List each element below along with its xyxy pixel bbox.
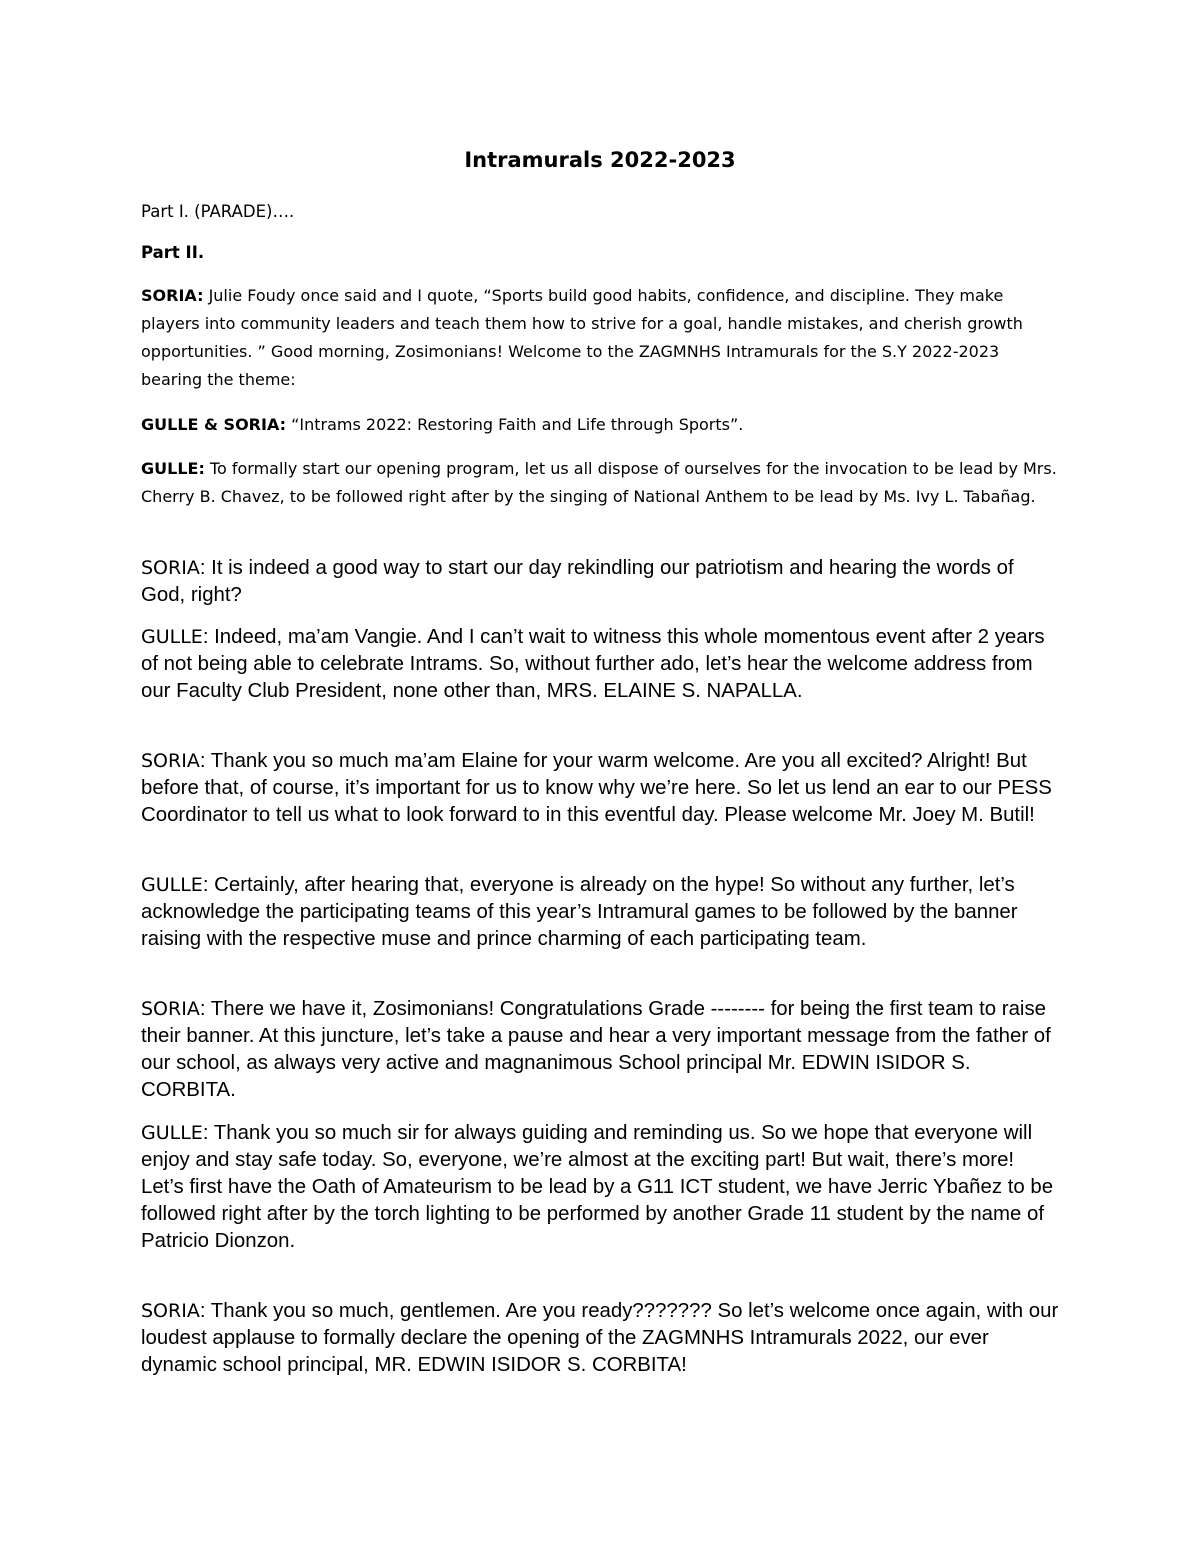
script-paragraph [141,455,1061,511]
script-paragraph [141,1298,1061,1379]
part-one-heading: Part I. (PARADE)…. [141,202,295,221]
speaker-label: GULLE [141,1122,203,1144]
paragraph-text: Julie Foudy once said and I quote, “Sports build good habits, confidence, and discipline. They make players into community leaders and teach them how to strive for a goal, handle mistakes, and cherish growth opportunities. ” Good morning, Zosimonians! Welcome to the ZAGMNHS Intramurals for the S.Y 2022-2023 bearing the theme: [141,286,1023,389]
script-paragraph [141,872,1061,953]
script-paragraph [141,748,1061,829]
script-paragraph [141,555,1061,609]
speaker-label: GULLE: [141,459,205,478]
script-paragraph [141,624,1061,705]
paragraph-text: To formally start our opening program, let us all dispose of ourselves for the invocation to be lead by Mrs. Cherry B. Chavez, to be followed right after by the singing of National Anthem to be lead by Ms. Ivy L. Tabañag. [141,459,1057,506]
paragraph-text: : Thank you so much ma’am Elaine for your warm welcome. Are you all excited? Alright! But before that, of course, it’s important for us to know why we’re here. So let us lend an ear to our PESS Coordinator to tell us what to look forward to in this eventful day. Please welcome Mr. Joey M. Butil! [141,750,1052,826]
speaker-label: GULLE [141,626,203,648]
paragraph-text: : Thank you so much sir for always guiding and reminding us. So we hope that everyone will enjoy and stay safe today. So, everyone, we’re almost at the exciting part! But wait, there’s more! Let’s first have the Oath of Amateurism to be lead by a G11 ICT student, we have Jerric Ybañez to be followed right after by the torch lighting to be performed by another Grade 11 student by the name of Patricio Dionzon. [141,1122,1054,1252]
paragraph-text: : It is indeed a good way to start our day rekindling our patriotism and hearing the words of God, right? [141,557,1014,606]
speaker-label: GULLE [141,874,203,896]
speaker-label: SORIA [141,1300,200,1322]
script-paragraph [141,996,1061,1104]
paragraph-text: : Thank you so much, gentlemen. Are you ready??????? So let’s welcome once again, with our loudest applause to formally declare the opening of the ZAGMNHS Intramurals 2022, our ever dynamic school principal, MR. EDWIN ISIDOR S. CORBITA! [141,1300,1059,1376]
speaker-label: GULLE & SORIA: [141,415,287,434]
paragraph-text: “Intrams 2022: Restoring Faith and Life through Sports”. [286,415,744,434]
speaker-label: SORIA: [141,286,204,305]
paragraph-text: : Indeed, ma’am Vangie. And I can’t wait to witness this whole momentous event after 2 years of not being able to celebrate Intrams. So, without further ado, let’s hear the welcome address from our Faculty Club President, none other than, MRS. ELAINE S. NAPALLA. [141,626,1045,702]
script-paragraph [141,411,1061,439]
speaker-label: SORIA [141,750,200,772]
document-title: Intramurals 2022-2023 [464,148,736,172]
part-two-heading: Part II. [141,243,205,262]
speaker-label: SORIA [141,557,200,579]
speaker-label: SORIA [141,998,200,1020]
paragraph-text: : Certainly, after hearing that, everyone is already on the hype! So without any further, let’s acknowledge the participating teams of this year’s Intramural games to be followed by the banner raising with the respective muse and prince charming of each participating team. [141,874,1018,950]
script-paragraph [141,282,1061,394]
paragraph-text: : There we have it, Zosimonians! Congratulations Grade -------- for being the first team to raise their banner. At this juncture, let’s take a pause and hear a very important message from the father of our school, as always very active and magnanimous School principal Mr. EDWIN ISIDOR S. CORBITA. [141,998,1051,1101]
script-paragraph [141,1120,1061,1255]
